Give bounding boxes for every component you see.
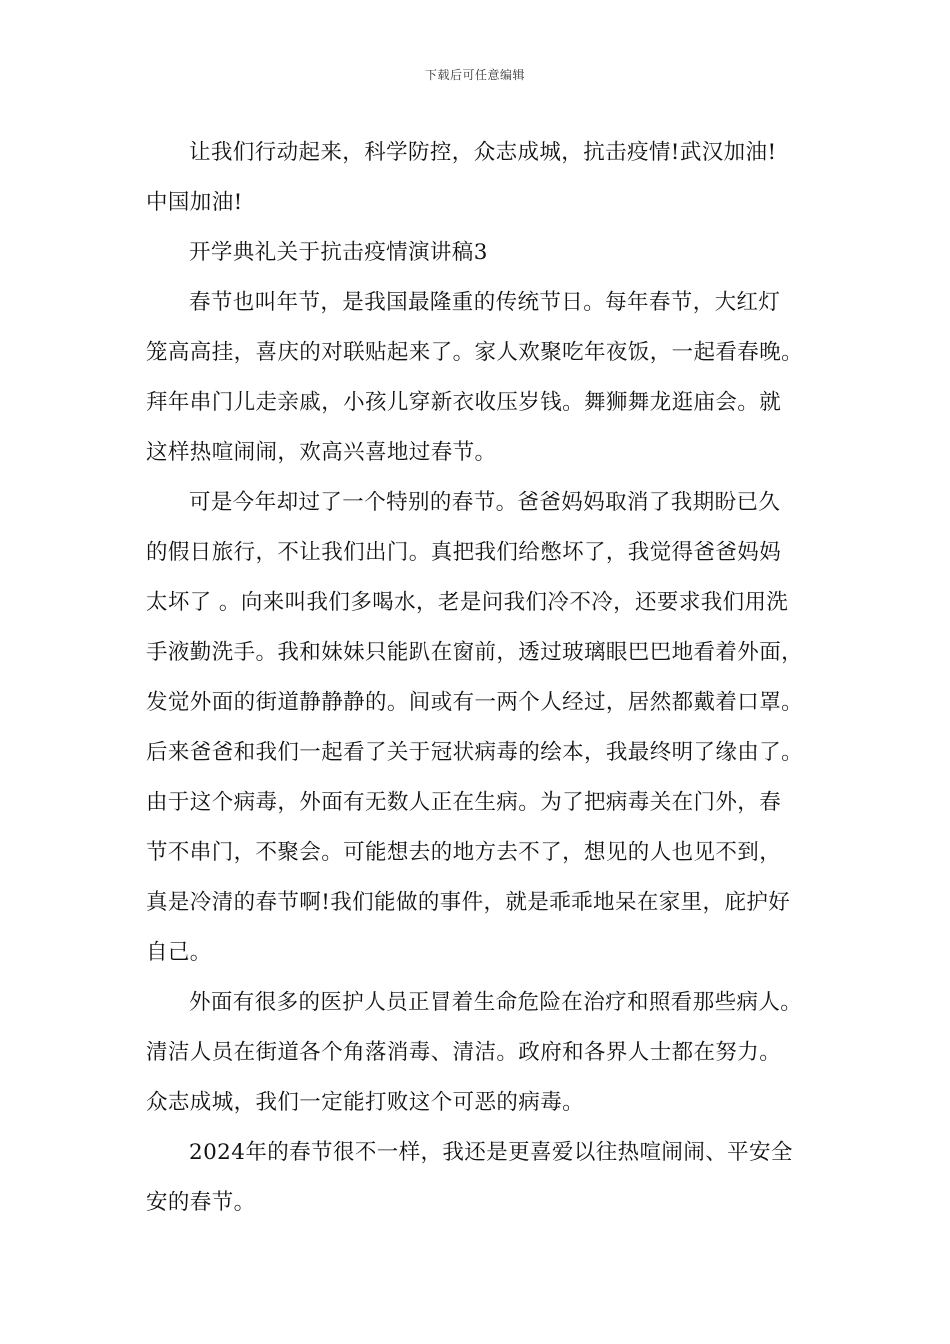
text-line: 众志成城，我们一定能打败这个可恶的病毒。 xyxy=(146,1090,585,1115)
page-header: 下载后可任意编辑 xyxy=(424,68,525,82)
text-line: 后来爸爸和我们一起看了关于冠状病毒的绘本，我最终明了缘由了。 xyxy=(146,740,804,765)
text-line: 中国加油! xyxy=(146,190,243,215)
document-body xyxy=(146,128,808,1228)
text-line: 可是今年却过了一个特别的春节。爸爸妈妈取消了我期盼已久 xyxy=(189,490,781,515)
text-line: 手液勤洗手。我和妹妹只能趴在窗前，透过玻璃眼巴巴地看着外面， xyxy=(146,640,804,665)
section-title: 开学典礼关于抗击疫情演讲稿3 xyxy=(189,240,488,265)
text-line: 外面有很多的医护人员正冒着生命危险在治疗和照看那些病人。 xyxy=(189,990,803,1015)
text-line: 发觉外面的街道静静静的。间或有一两个人经过，居然都戴着口罩。 xyxy=(146,690,804,715)
text-line: 太坏了 。向来叫我们多喝水，老是问我们冷不冷，还要求我们用洗 xyxy=(146,590,789,615)
text-line: 真是冷清的春节啊!我们能做的事件，就是乖乖地呆在家里，庇护好 xyxy=(146,890,791,915)
text-line: 2024年的春节很不一样，我还是更喜爱以往热喧闹闹、平安全 xyxy=(189,1140,793,1165)
text-line: 让我们行动起来，科学防控，众志成城，抗击疫情!武汉加油! xyxy=(189,140,777,165)
text-line: 的假日旅行，不让我们出门。真把我们给憋坏了，我觉得爸爸妈妈 xyxy=(146,540,782,565)
text-line: 清洁人员在街道各个角落消毒、清洁。政府和各界人士都在努力。 xyxy=(146,1040,782,1065)
text-line: 这样热喧闹闹，欢高兴喜地过春节。 xyxy=(146,440,497,465)
text-line: 节不串门，不聚会。可能想去的地方去不了，想见的人也见不到， xyxy=(146,840,782,865)
text-line: 拜年串门儿走亲戚，小孩儿穿新衣收压岁钱。舞狮舞龙逛庙会。就 xyxy=(146,390,782,415)
text-line: 笼高高挂，喜庆的对联贴起来了。家人欢聚吃年夜饭，一起看春晚。 xyxy=(146,340,804,365)
text-line: 安的春节。 xyxy=(146,1190,256,1215)
text-line: 由于这个病毒，外面有无数人正在生病。为了把病毒关在门外，春 xyxy=(146,790,782,815)
text-line: 春节也叫年节，是我国最隆重的传统节日。每年春节，大红灯 xyxy=(189,290,781,315)
text-line: 自己。 xyxy=(146,940,212,965)
